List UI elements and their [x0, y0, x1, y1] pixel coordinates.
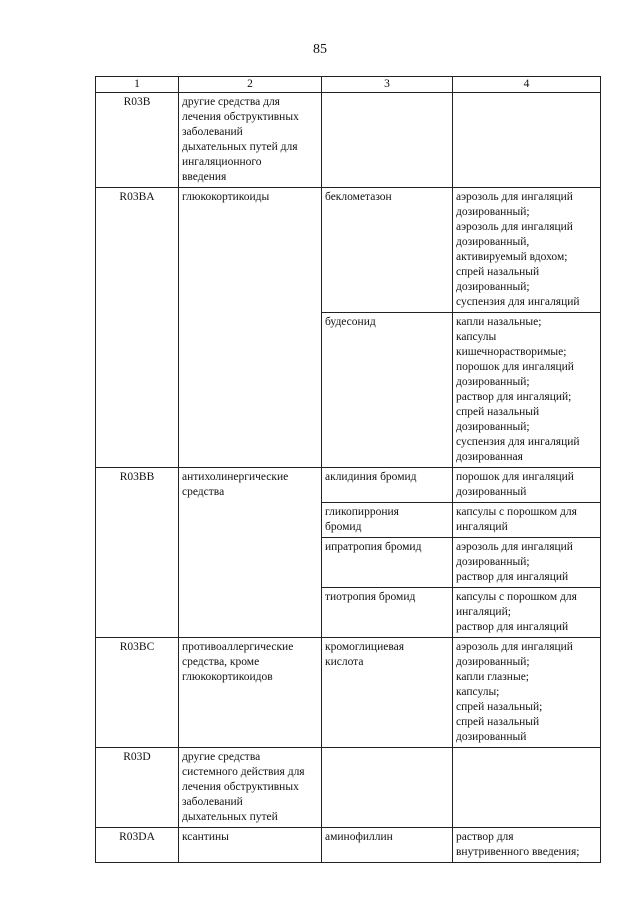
group-name-line: другие средства для	[182, 96, 280, 108]
header-cell-1: 1	[96, 77, 179, 93]
drug-name-line: гликопиррония	[325, 506, 399, 518]
dosage-form-line: аэрозоль для ингаляций	[456, 221, 573, 233]
dosage-form-line: порошок для ингаляций	[456, 361, 574, 373]
dosage-form-line: дозированный;	[456, 656, 530, 668]
dosage-form-line: дозированный;	[456, 556, 530, 568]
dosage-form-line: суспензия для ингаляций	[456, 436, 580, 448]
group-name-cell	[179, 468, 322, 638]
dosage-forms-cell	[453, 638, 601, 748]
group-name-line: ксантины	[182, 831, 229, 843]
atc-code-cell: R03BB	[96, 468, 179, 638]
dosage-form-line: аэрозоль для ингаляций	[456, 541, 573, 553]
dosage-form-line: раствор для ингаляций;	[456, 391, 572, 403]
atc-code-cell: R03BA	[96, 188, 179, 468]
atc-code-cell: R03DA	[96, 828, 179, 863]
dosage-form-line: аэрозоль для ингаляций	[456, 641, 573, 653]
dosage-forms-cell	[453, 828, 601, 863]
table-row	[96, 188, 601, 313]
drug-name-cell	[322, 188, 453, 313]
dosage-form-line: капли глазные;	[456, 671, 529, 683]
group-name-line: системного действия для	[182, 766, 305, 778]
dosage-forms-cell	[453, 93, 601, 188]
group-name-cell	[179, 638, 322, 748]
dosage-form-line: ингаляций;	[456, 606, 511, 618]
header-cell-4: 4	[453, 77, 601, 93]
dosage-form-line: капсулы с порошком для	[456, 506, 577, 518]
dosage-form-line: раствор для ингаляций	[456, 621, 569, 633]
drug-name-cell	[322, 93, 453, 188]
dosage-forms-cell	[453, 468, 601, 503]
drug-name-cell	[322, 638, 453, 748]
dosage-form-line: спрей назальный	[456, 406, 540, 418]
drug-name-cell	[322, 588, 453, 638]
drug-name-line: будесонид	[325, 316, 376, 328]
group-name-line: лечения обструктивных	[182, 111, 299, 123]
dosage-form-line: спрей назальный;	[456, 701, 543, 713]
dosage-form-line: капсулы;	[456, 686, 500, 698]
dosage-form-line: суспензия для ингаляций	[456, 296, 580, 308]
drug-table	[95, 76, 601, 863]
drug-name-line: ипратропия бромид	[325, 541, 422, 553]
dosage-form-line: капли назальные;	[456, 316, 542, 328]
drug-name-cell	[322, 468, 453, 503]
group-name-line: дыхательных путей	[182, 811, 278, 823]
group-name-line: антихолинергические	[182, 471, 289, 483]
group-name-line: другие средства	[182, 751, 261, 763]
table-row	[96, 638, 601, 748]
table-row	[96, 93, 601, 188]
group-name-line: лечения обструктивных	[182, 781, 299, 793]
drug-name-line: кромоглициевая	[325, 641, 405, 653]
group-name-line: введения	[182, 171, 227, 183]
drug-name-line: беклометазон	[325, 191, 392, 203]
table-row	[96, 468, 601, 503]
drug-name-line: тиотропия бромид	[325, 591, 416, 603]
dosage-form-line: дозированный;	[456, 376, 530, 388]
table-row	[96, 828, 601, 863]
atc-code-cell: R03D	[96, 748, 179, 828]
atc-code-cell: R03B	[96, 93, 179, 188]
drug-name-line: кислота	[325, 656, 364, 668]
dosage-form-line: капсулы с порошком для	[456, 591, 577, 603]
dosage-forms-cell	[453, 313, 601, 468]
dosage-form-line: дозированный	[456, 731, 527, 743]
group-name-cell	[179, 188, 322, 468]
dosage-forms-cell	[453, 748, 601, 828]
dosage-form-line: спрей назальный	[456, 266, 540, 278]
dosage-form-line: ингаляций	[456, 521, 508, 533]
dosage-forms-cell	[453, 188, 601, 313]
group-name-line: ингаляционного	[182, 156, 262, 168]
group-name-line: глюкокортикоидов	[182, 671, 273, 683]
header-cell-2: 2	[179, 77, 322, 93]
group-name-cell	[179, 93, 322, 188]
dosage-forms-cell	[453, 503, 601, 538]
drug-name-cell	[322, 503, 453, 538]
drug-name-cell	[322, 538, 453, 588]
dosage-form-line: активируемый вдохом;	[456, 251, 568, 263]
drug-name-cell	[322, 748, 453, 828]
group-name-line: средства	[182, 486, 225, 498]
dosage-form-line: дозированный,	[456, 236, 530, 248]
drug-name-cell	[322, 313, 453, 468]
dosage-form-line: аэрозоль для ингаляций	[456, 191, 573, 203]
dosage-form-line: дозированный;	[456, 421, 530, 433]
dosage-forms-cell	[453, 538, 601, 588]
dosage-form-line: дозированный;	[456, 281, 530, 293]
group-name-line: дыхательных путей для	[182, 141, 298, 153]
group-name-line: глюкокортикоиды	[182, 191, 270, 203]
dosage-form-line: внутривенного введения;	[456, 846, 580, 858]
drug-name-line: бромид	[325, 521, 362, 533]
group-name-cell	[179, 748, 322, 828]
dosage-form-line: спрей назальный	[456, 716, 540, 728]
dosage-form-line: дозированный	[456, 486, 527, 498]
dosage-form-line: дозированная	[456, 451, 523, 463]
dosage-forms-cell	[453, 588, 601, 638]
dosage-form-line: дозированный;	[456, 206, 530, 218]
header-row	[96, 77, 601, 93]
dosage-form-line: раствор для	[456, 831, 514, 843]
drug-name-line: аминофиллин	[325, 831, 393, 843]
dosage-form-line: порошок для ингаляций	[456, 471, 574, 483]
group-name-line: заболеваний	[182, 126, 243, 138]
group-name-line: средства, кроме	[182, 656, 260, 668]
header-cell-3: 3	[322, 77, 453, 93]
table-body	[96, 93, 601, 863]
atc-code-cell: R03BC	[96, 638, 179, 748]
group-name-cell	[179, 828, 322, 863]
table-row	[96, 748, 601, 828]
dosage-form-line: капсулы	[456, 331, 497, 343]
drug-name-cell	[322, 828, 453, 863]
group-name-line: заболеваний	[182, 796, 243, 808]
drug-name-line: аклидиния бромид	[325, 471, 417, 483]
page-number: 85	[313, 42, 327, 57]
dosage-form-line: раствор для ингаляций	[456, 571, 569, 583]
group-name-line: противоаллергические	[182, 641, 294, 653]
dosage-form-line: кишечнорастворимые;	[456, 346, 567, 358]
